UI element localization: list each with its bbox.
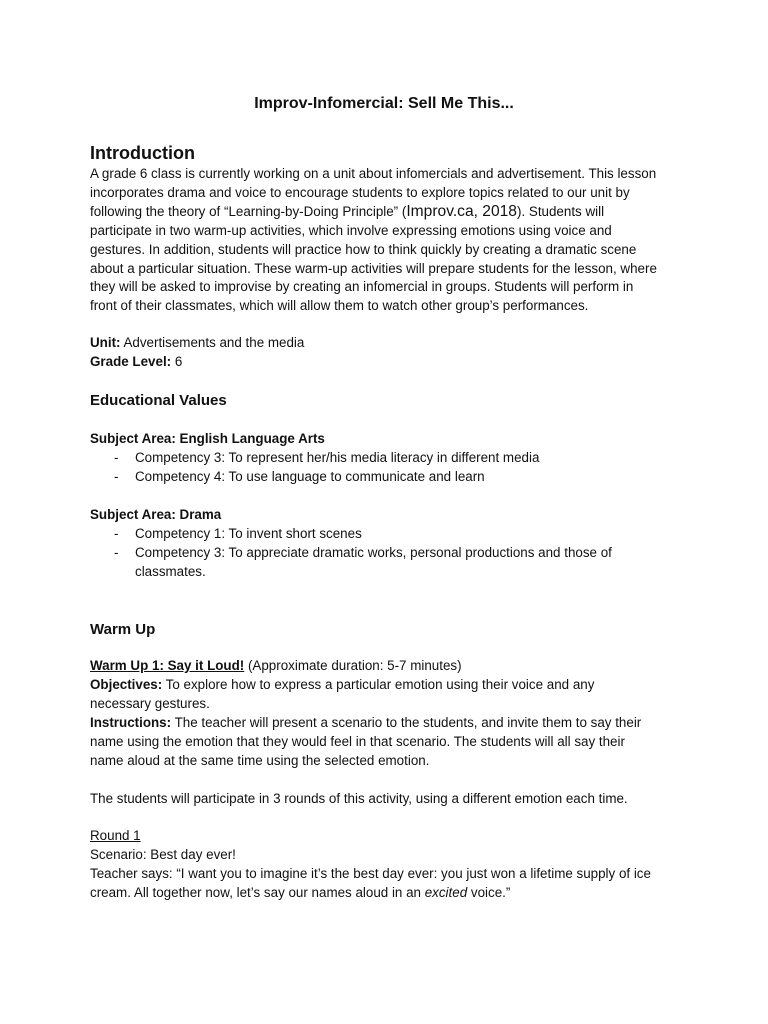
warm-up-1-duration: (Approximate duration: 5-7 minutes)	[244, 658, 462, 673]
intro-line: they will be asked to improvise by creating an infomercial in groups. Students will perform in	[90, 279, 634, 295]
intro-text: ). Students will	[516, 203, 605, 219]
ela-subject-heading: Subject Area: English Language Arts	[90, 431, 325, 446]
objectives-text: To explore how to express a particular emotion using their voice and any	[162, 676, 595, 692]
teacher-text: cream. All together now, let’s say our names aloud in an	[90, 884, 425, 900]
ela-competency-list	[90, 449, 650, 487]
unit-value: Advertisements and the media	[120, 335, 305, 350]
list-item	[90, 449, 650, 468]
instructions-text-line: name using the emotion that they would feel in that scenario. The students will all say their	[90, 733, 625, 749]
citation: Improv.ca, 2018	[406, 202, 517, 220]
dash-bullet: -	[114, 468, 119, 484]
objectives-row	[90, 676, 690, 695]
list-item-text: Competency 3: To represent her/his media literacy in different media	[135, 450, 540, 465]
grade-label: Grade Level:	[90, 353, 172, 369]
introduction-heading: Introduction	[90, 143, 195, 163]
grade-row	[90, 353, 690, 372]
grade-value: 6	[171, 353, 183, 369]
dash-bullet: -	[114, 450, 119, 465]
dash-bullet: -	[114, 526, 119, 541]
list-item-text: Competency 4: To use language to communicate and learn	[135, 468, 485, 484]
round-1-title: Round 1	[90, 828, 141, 843]
warm-up-1-title-row	[90, 657, 690, 676]
warm-up-heading: Warm Up	[90, 621, 156, 638]
warm-up-1-section	[90, 657, 690, 770]
round-1-scenario: Scenario: Best day ever!	[90, 846, 236, 862]
dash-bullet: -	[114, 544, 119, 560]
list-item	[90, 468, 650, 487]
round-1-teacher-line: Teacher says: “I want you to imagine it’s the best day ever: you just won a lifetime supply of ice	[90, 865, 651, 881]
intro-line: participate in two warm-up activities, which involve expressing emotions using voice and	[90, 222, 612, 238]
document-title: Improv-Infomercial: Sell Me This...	[254, 95, 514, 112]
instructions-row	[90, 714, 690, 733]
instructions-text-line: name aloud at the same time using the selected emotion.	[90, 752, 430, 768]
intro-line: about a particular situation. These warm-up activities will prepare students for the lesson, where	[90, 260, 657, 276]
warm-up-1-title: Warm Up 1: Say it Loud!	[90, 658, 245, 673]
introduction-paragraph	[90, 165, 690, 316]
intro-text: following the theory of “Learning-by-Doing Principle” (	[90, 203, 407, 219]
objectives-label: Objectives:	[90, 676, 163, 692]
drama-competency-list	[90, 525, 650, 582]
round-1-section	[90, 827, 690, 903]
round-1-teacher-line	[90, 884, 690, 903]
list-item	[90, 544, 650, 582]
list-item	[90, 525, 650, 544]
unit-label: Unit:	[90, 335, 121, 350]
intro-line: A grade 6 class is currently working on a unit about infomercials and advertisement. This lesson	[90, 166, 657, 181]
list-item-text: Competency 1: To invent short scenes	[135, 526, 362, 541]
intro-line: front of their classmates, which will allow them to watch other group’s performances.	[90, 298, 589, 314]
intro-line: incorporates drama and voice to encourage students to explore topics related to our unit by	[90, 184, 630, 200]
list-item-text: Competency 3: To appreciate dramatic works, personal productions and those of classmates.	[135, 544, 612, 579]
objectives-text-line: necessary gestures.	[90, 695, 210, 711]
intro-line: gestures. In addition, students will practice how to think quickly by creating a dramatic scene	[90, 241, 637, 257]
unit-row	[90, 334, 690, 353]
instructions-label: Instructions:	[90, 714, 172, 730]
emphasis-word: excited	[424, 884, 468, 900]
drama-subject-heading: Subject Area: Drama	[90, 507, 222, 522]
instructions-text: The teacher will present a scenario to the students, and invite them to say their	[171, 714, 642, 730]
rounds-paragraph: The students will participate in 3 rounds of this activity, using a different emotion each time.	[90, 791, 628, 806]
intro-line	[90, 203, 690, 222]
educational-values-heading: Educational Values	[90, 392, 227, 409]
lesson-meta	[90, 334, 690, 372]
teacher-text: voice.”	[467, 884, 511, 900]
